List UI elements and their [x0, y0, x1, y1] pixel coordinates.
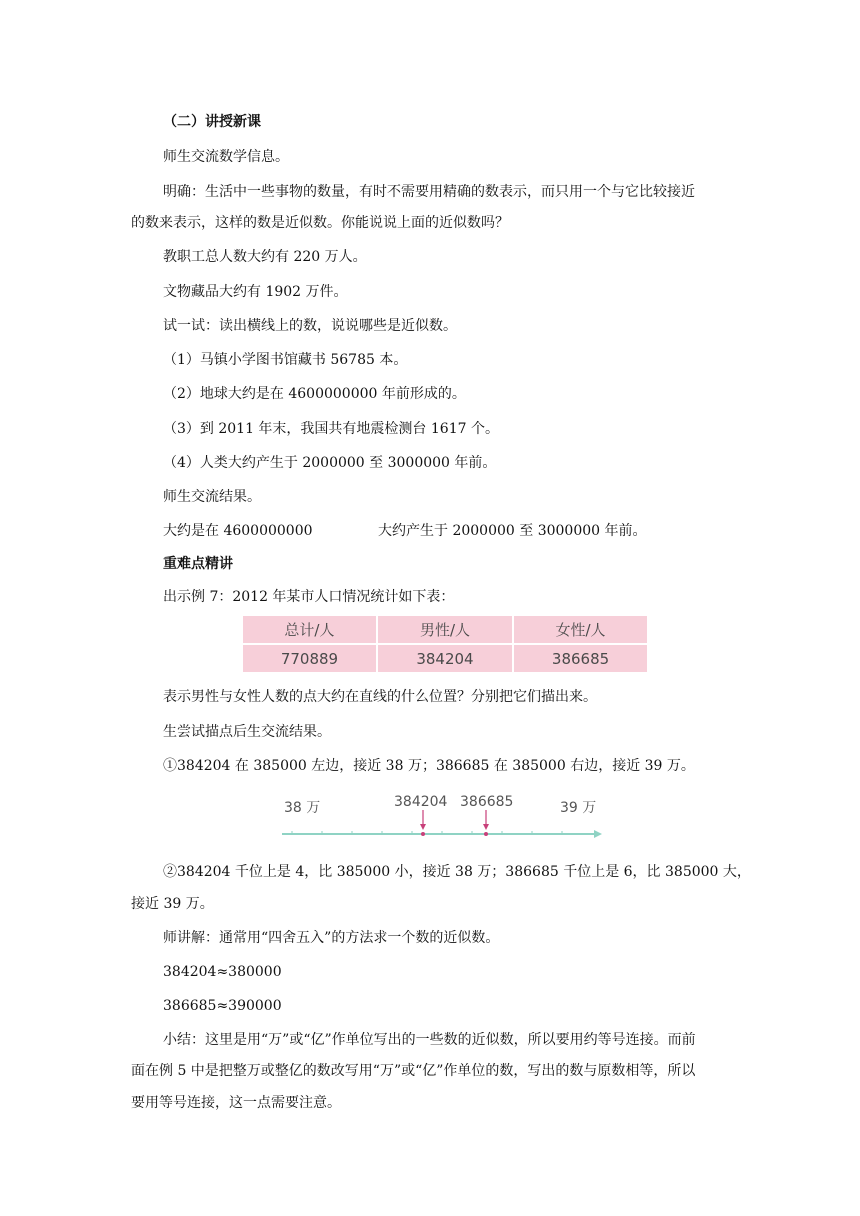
arrow-down-icon	[420, 824, 426, 830]
list-item: （3）到 2011 年末，我国共有地震检测台 1617 个。	[163, 421, 499, 437]
paragraph: 小结：这里是用“万”或“亿”作单位写出的一些数的近似数，所以要用约等号连接。而前	[163, 1032, 696, 1048]
number-line-arrow-icon	[594, 830, 602, 838]
list-item: （2）地球大约是在 4600000000 年前形成的。	[163, 386, 466, 402]
number-line-point-label-384204: 384204	[394, 794, 448, 810]
paragraph: ①384204 在 385000 左边，接近 38 万；386685 在 385000 右边，接近 39 万。	[163, 758, 695, 774]
paragraph: 大约产生于 2000000 至 3000000 年前。	[378, 523, 647, 539]
table-cell-total: 770889	[243, 644, 377, 672]
section-heading-new-lesson: （二）讲授新课	[163, 114, 261, 130]
population-table	[243, 616, 647, 672]
table-cell-female: 386685	[551, 649, 610, 668]
paragraph: ②384204 千位上是 4，比 385000 小，接近 38 万；386685 千位上是 6，比 385000 大，	[163, 864, 751, 880]
paragraph: 师讲解：通常用“四舍五入”的方法求一个数的近似数。	[163, 930, 500, 946]
paragraph: 接近 39 万。	[131, 896, 214, 912]
number-line-label-39w: 39 万	[560, 800, 597, 816]
section-heading-key-points: 重难点精讲	[163, 556, 233, 572]
paragraph: 的数来表示，这样的数是近似数。你能说说上面的近似数吗？	[131, 215, 509, 231]
paragraph: 师生交流结果。	[163, 489, 261, 505]
paragraph: 教职工总人数大约有 220 万人。	[163, 249, 367, 265]
table-header-male: 男性/人	[377, 616, 513, 644]
table-header-female: 女性/人	[513, 616, 647, 644]
number-line-point-386685	[484, 832, 488, 836]
paragraph: 表示男性与女性人数的点大约在直线的什么位置？分别把它们描出来。	[163, 689, 597, 705]
list-item: （1）马镇小学图书馆藏书 56785 本。	[163, 352, 408, 368]
paragraph: 试一试：读出横线上的数，说说哪些是近似数。	[163, 318, 457, 334]
paragraph: 要用等号连接，这一点需要注意。	[131, 1095, 341, 1111]
paragraph: 大约是在 4600000000	[163, 523, 313, 539]
paragraph: 面在例 5 中是把整万或整亿的数改写用“万”或“亿”作单位的数，写出的数与原数相等，所以	[131, 1063, 696, 1079]
number-line-point-384204	[421, 832, 425, 836]
number-line-point-label-386685: 386685	[460, 794, 514, 810]
paragraph: 文物藏品大约有 1902 万件。	[163, 284, 348, 300]
equation: 384204≈380000	[163, 964, 282, 980]
paragraph: 出示例 7：2012 年某市人口情况统计如下表：	[163, 589, 455, 605]
equation: 386685≈390000	[163, 998, 282, 1014]
number-line-figure	[278, 790, 608, 842]
list-item: （4）人类大约产生于 2000000 至 3000000 年前。	[163, 455, 497, 471]
paragraph: 明确：生活中一些事物的数量，有时不需要用精确的数表示，而只用一个与它比较接近	[163, 184, 695, 200]
table-header-total: 总计/人	[243, 616, 377, 644]
paragraph: 师生交流数学信息。	[163, 149, 289, 165]
arrow-down-icon	[483, 824, 489, 830]
table-cell-male: 384204	[377, 644, 513, 672]
paragraph: 生尝试描点后生交流结果。	[163, 724, 331, 740]
number-line-label-38w: 38 万	[284, 800, 321, 816]
